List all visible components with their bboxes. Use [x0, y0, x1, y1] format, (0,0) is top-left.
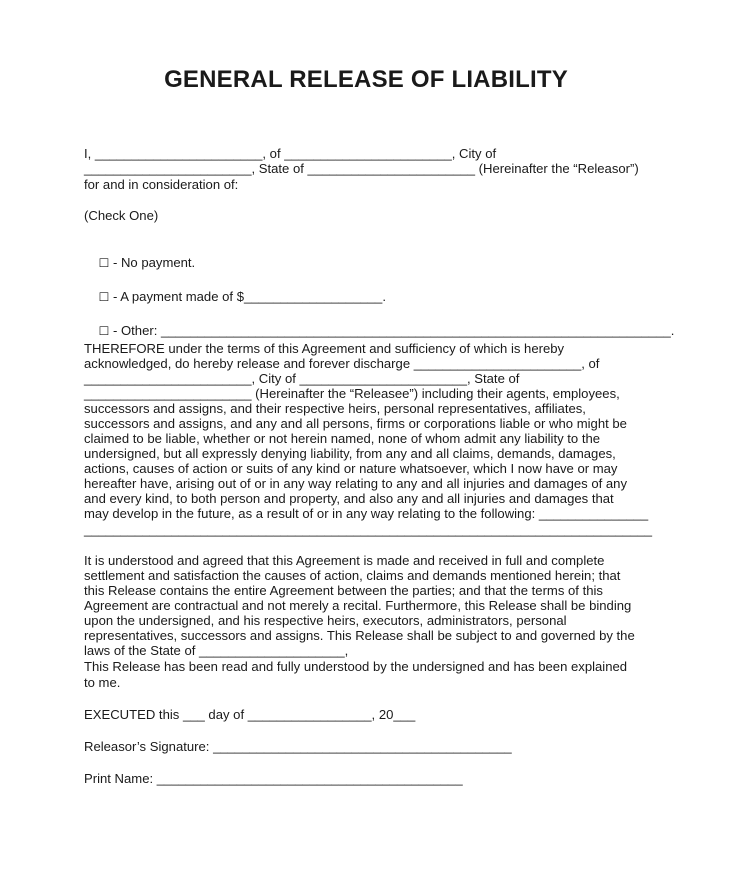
checkbox-icon[interactable]: ☐ — [98, 324, 110, 338]
paragraph-line: settlement and satisfaction the causes of action, claims and demands mentioned herein; that — [84, 568, 621, 583]
paragraph-line: representatives, successors and assigns. This Release shall be subject to and governed by the — [84, 628, 635, 643]
consideration-line: for and in consideration of: — [84, 177, 239, 192]
releasor-line-1: I, _______________________, of _______________________, City of — [84, 146, 497, 161]
paragraph-line: to me. — [84, 675, 121, 690]
print-name-line: Print Name: __________________________________________ — [84, 771, 463, 786]
paragraph-line: This Release has been read and fully understood by the undersigned and has been explained — [84, 659, 628, 674]
executed-line: EXECUTED this ___ day of _________________, 20___ — [84, 707, 416, 722]
paragraph-line: successors and assigns, and any and all persons, firms or corporations liable or who might be — [84, 416, 627, 431]
option-label: - Other: ______________________________________________________________________. — [109, 323, 675, 338]
option-label: - A payment made of $___________________. — [109, 289, 386, 304]
document-title: GENERAL RELEASE OF LIABILITY — [164, 66, 568, 93]
paragraph-line: claimed to be liable, whether or not herein named, none of whom admit any liability to the — [84, 431, 601, 446]
paragraph-line: upon the undersigned, and his respective heirs, executors, administrators, personal — [84, 613, 567, 628]
paragraph-line: acknowledged, do hereby release and forever discharge _______________________, of — [84, 356, 600, 371]
check-one-label: (Check One) — [84, 208, 159, 223]
paragraph-line: successors and assigns, and their respective heirs, personal representatives, affiliates, — [84, 401, 586, 416]
paragraph-line: It is understood and agreed that this Agreement is made and received in full and complete — [84, 553, 605, 568]
paragraph-line: _______________________, City of _______________________, State of — [84, 371, 520, 386]
paragraph-line: _______________________ (Hereinafter the “Releasee”) including their agents, employees, — [84, 386, 620, 401]
releasor-signature-line: Releasor’s Signature: _________________________________________ — [84, 739, 512, 754]
paragraph-line: hereafter have, arising out of or in any way relating to any and all injuries and damages of any — [84, 476, 627, 491]
releasor-line-2: _______________________, State of _______________________ (Hereinafter the “Releasor”) — [84, 161, 639, 176]
paragraph-line: undersigned, but all expressly denying liability, from any and all claims, demands, damages, — [84, 446, 616, 461]
paragraph-line: actions, causes of action or suits of any kind or nature whatsoever, which I now have or may — [84, 461, 618, 476]
paragraph-line: THEREFORE under the terms of this Agreement and sufficiency of which is hereby — [84, 341, 565, 356]
paragraph-line: this Release contains the entire Agreement between the parties; and that the terms of this — [84, 583, 603, 598]
paragraph-line: ______________________________________________________________________________ — [84, 522, 653, 537]
paragraph-line: and every kind, to both person and property, and also any and all injuries and damages that — [84, 491, 614, 506]
paragraph-line: Agreement are contractual and not merely a recital. Furthermore, this Release shall be binding — [84, 598, 632, 613]
paragraph-line: laws of the State of ____________________, — [84, 643, 349, 658]
paragraph-line: may develop in the future, as a result of or in any way relating to the following: _______________ — [84, 506, 649, 521]
checkbox-icon[interactable]: ☐ — [98, 256, 110, 270]
checkbox-icon[interactable]: ☐ — [98, 290, 110, 304]
option-label: - No payment. — [109, 255, 196, 270]
